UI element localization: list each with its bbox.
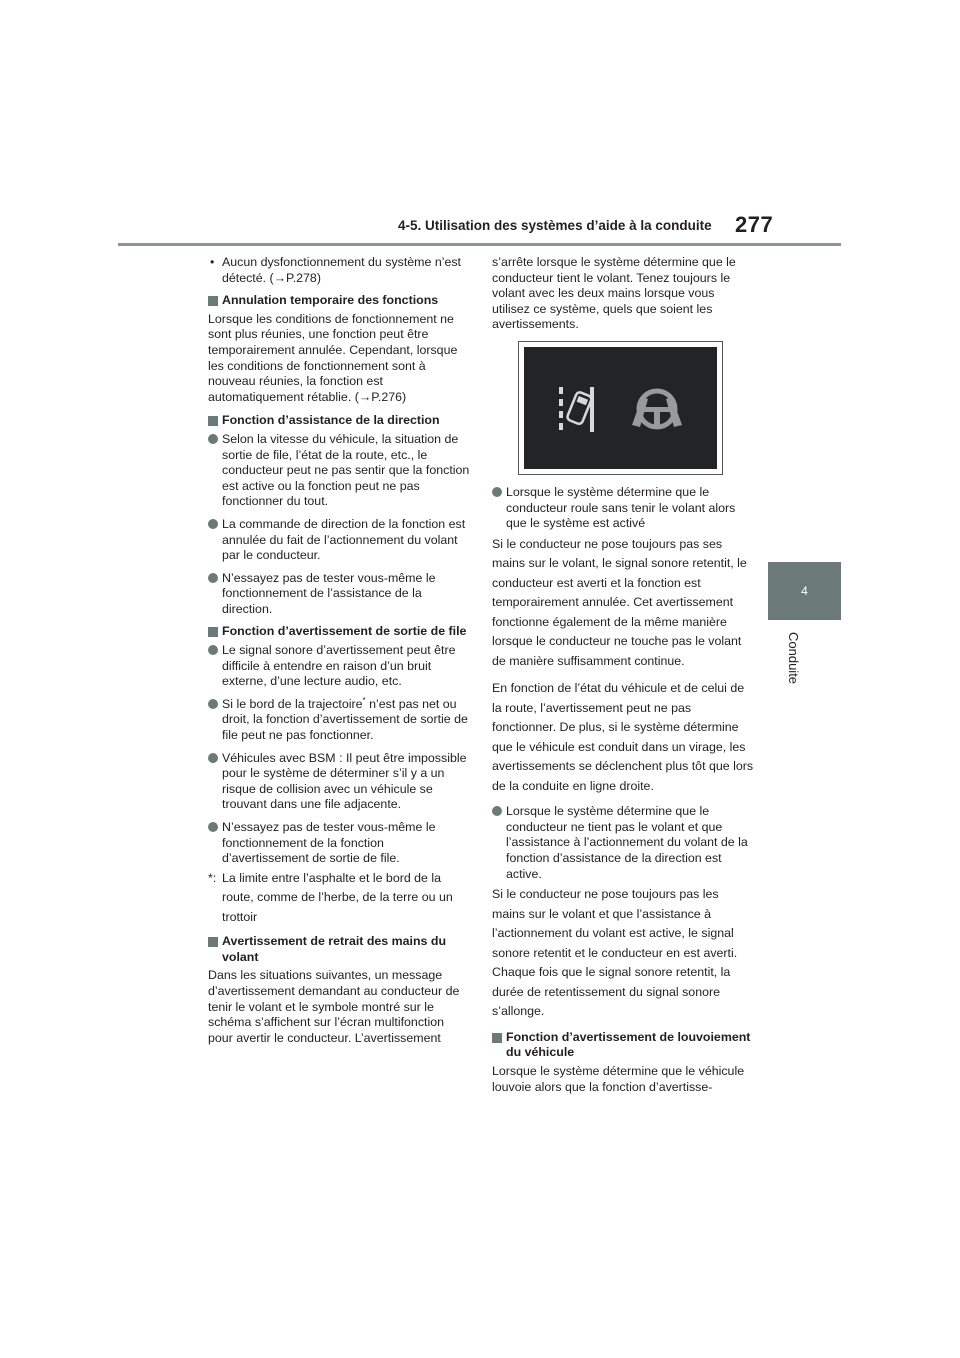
footnote-text: La limite entre l’asphalte et le bord de la route, comme de l’herbe, de la terre ou un trottoir [222,870,453,924]
dash-item: • Aucun dysfonctionnement du système n’est détecté. (→P.278) [208,255,470,286]
paragraph: Lorsque les conditions de fonctionnement ne sont plus réunies, une fonction peut être temporairement annulée. Cependant, lorsque les conditions de fonctionnement sont à nouveau réunies, la fonction est automatiquement rétablie. (→P.276) [208,311,458,404]
right-column [492,255,754,1103]
footnote-marker: * [362,695,366,705]
chapter-number: 4 [801,584,808,598]
paragraph: Si le conducteur ne pose toujours pas les mains sur le volant et que l’assistance à l’actionnement du volant est active, le signal sonore retentit et le conducteur en est averti. Chaque fois que le signal sonore retentit, la durée de retentissement du signal sonore s’allonge. [492,887,738,1019]
section-title: 4-5. Utilisation des systèmes d’aide à la conduite [398,218,712,233]
paragraph: Lorsque le système détermine que le véhicule louvoie alors que la fonction d’avertisse- [492,1063,745,1094]
heading-temp-cancel: Annulation temporaire des fonctions [208,293,470,309]
left-column [208,255,470,1054]
chapter-label: Conduite [786,632,801,685]
heading-lane-departure: Fonction d’avertissement de sortie de file [208,624,470,640]
bullet-text-a: Si le bord de la trajectoire [222,696,363,711]
bullet-item: Selon la vitesse du véhicule, la situation de sortie de file, l’état de la route, etc., le conducteur peut ne pas sentir que la fonction est active ou la fonction peut ne pas fonctionner du tout. [208,432,470,510]
heading-hands-off-warning: Avertissement de retrait des mains du volant [208,934,470,965]
bullet-item: N’essayez pas de tester vous-même le fonctionnement de la fonction d’avertissement de sortie de file. [208,820,470,867]
warning-display-figure [518,341,723,475]
paragraph: Dans les situations suivantes, un message d’avertissement demandant au conducteur de tenir le volant et le symbole montré sur le schéma s’affichent sur l’écran multifonction pour avertir le conducteur. L’avertissement [208,968,460,1045]
page-number: 277 [735,212,774,237]
bullet-text-b: n’est pas net ou droit, la fonction d’avertissement de sortie de file peut ne pas fonctionner. [222,696,468,743]
multi-info-display [524,347,717,469]
footnote [208,869,470,928]
bullet-item: Véhicules avec BSM : Il peut être impossible pour le système de déterminer s’il y a un risque de collision avec un véhicule se trouvant dans une file adjacente. [208,751,470,813]
bullet-item: Le signal sonore d’avertissement peut être difficile à entendre en raison d’un bruit externe, d’une lecture audio, etc. [208,643,470,690]
bullet-item: La commande de direction de la fonction est annulée du fait de l’actionnement du volant par le conducteur. [208,517,470,564]
bullet-item: Lorsque le système détermine que le conducteur ne tient pas le volant et que l’assistance à l’actionnement du volant de la fonction d’assistance de la direction est active. [492,804,754,882]
bullet-item: N’essayez pas de tester vous-même le fonctionnement de l’assistance de la direction. [208,571,470,618]
hands-on-wheel-icon [524,347,717,469]
header-rule [118,243,841,246]
paragraph: s’arrête lorsque le système détermine que le conducteur tient le volant. Tenez toujours le volant avec les deux mains lorsque vous utilisez ce système, quels que soient les avertissements. [492,255,736,332]
heading-weaving-warning: Fonction d’avertissement de louvoiement du véhicule [492,1030,754,1061]
paragraph: Si le conducteur ne pose toujours pas ses mains sur le volant, le signal sonore retentit, le conducteur est averti et la fonction est temporairement annulée. Cet avertissement fonctionne également de la même manière lorsque le conducteur ne touche pas le volant de manière suffisamment continue. [492,536,747,668]
paragraph: En fonction de l’état du véhicule et de celui de la route, l’avertissement peut ne pas fonctionner. De plus, si le système détermine que le véhicule est conduit dans un virage, les avertissements se déclenchent plus tôt que lors de la conduite en ligne droite. [492,681,754,793]
bullet-item [208,697,470,744]
footnote-mark: *: [208,870,217,885]
heading-steering-assist: Fonction d’assistance de la direction [208,413,470,429]
bullet-item: Lorsque le système détermine que le conducteur roule sans tenir le volant alors que le système est activé [492,485,754,532]
